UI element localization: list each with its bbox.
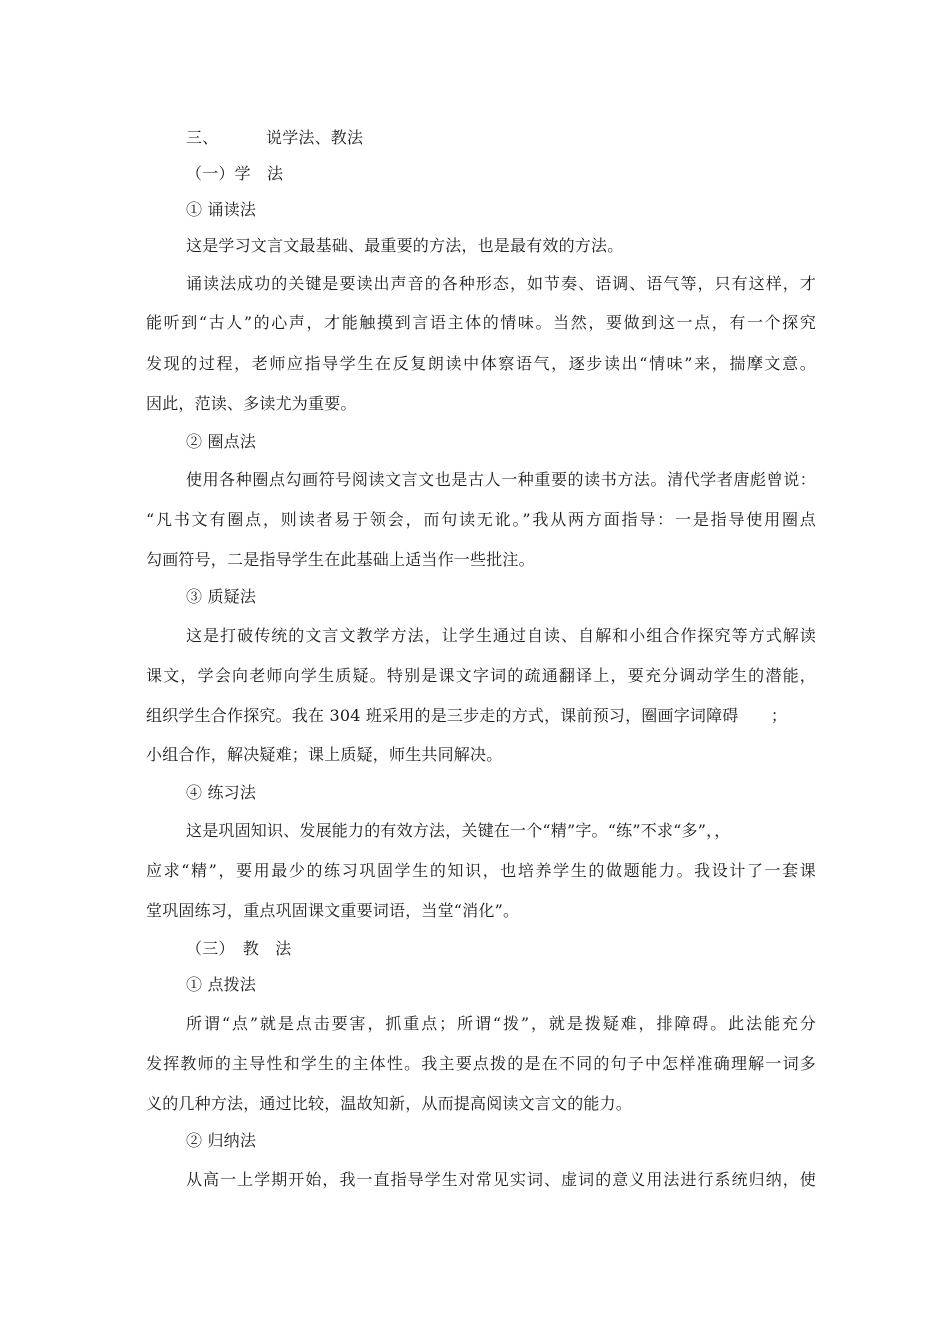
recite-paragraph-1: 这是学习文言文最基础、最重要的方法，也是最有效的方法。 [186, 236, 624, 255]
practice-method-title: ④ 练习法 [186, 783, 257, 802]
circle-paragraph-line-1: 使用各种圈点勾画符号阅读文言文也是古人一种重要的读书方法。清代学者唐彪曾说： [186, 470, 816, 489]
practice-paragraph-line-2: 应求“精”，要用最少的练习巩固学生的知识，也培养学生的做题能力。我设计了一套课 [146, 861, 816, 880]
section-title: 说学法、教法 [266, 128, 364, 147]
induce-paragraph-line-1: 从高一上学期开始，我一直指导学生对常见实词、虚词的意义用法进行系统归纳，使 [186, 1170, 816, 1189]
recite-paragraph-2-line-3: 发现的过程，老师应指导学生在反复朗读中体察语气，逐步读出“情味”来，揣摩文意。 [146, 354, 816, 373]
point-paragraph-line-2: 发挥教师的主导性和学生的主体性。我主要点拨的是在不同的句子中怎样准确理解一词多 [146, 1054, 816, 1073]
recite-method-title: ① 诵读法 [186, 200, 257, 219]
point-paragraph-line-1: 所谓“点”就是点击要害，抓重点；所谓“拨”，就是拨疑难，排障碍。此法能充分 [186, 1014, 816, 1033]
question-paragraph-line-4: 小组合作，解决疑难；课上质疑，师生共同解决。 [146, 745, 503, 764]
section-number: 三、 [186, 128, 219, 147]
practice-paragraph-line-1: 这是巩固知识、发展能力的有效方法，关键在一个“精”字。“练”不求“多”，， [186, 821, 731, 840]
question-paragraph-line-3: 组织学生合作探究。我在 304 班采用的是三步走的方式，课前预习，圈画字词障碍 ； [146, 706, 788, 725]
subheading-teaching-methods: （三） 教 法 [186, 939, 292, 958]
subheading-study-methods: （一）学 法 [186, 164, 284, 183]
question-paragraph-line-2: 课文，学会向老师向学生质疑。特别是课文字词的疏通翻译上，要充分调动学生的潜能， [146, 666, 816, 685]
induce-method-title: ② 归纳法 [186, 1131, 257, 1150]
circle-method-title: ② 圈点法 [186, 432, 257, 451]
question-method-title: ③ 质疑法 [186, 587, 257, 606]
question-paragraph-line-1: 这是打破传统的文言文教学方法，让学生通过自读、自解和小组合作探究等方式解读 [186, 626, 816, 645]
circle-paragraph-line-2: “凡书文有圈点，则读者易于领会，而句读无讹。”我从两方面指导：一是指导使用圈点 [146, 510, 816, 529]
section-heading [186, 128, 816, 148]
circle-paragraph-line-3: 勾画符号，二是指导学生在此基础上适当作一些批注。 [146, 550, 535, 569]
practice-paragraph-line-3: 堂巩固练习，重点巩固课文重要词语，当堂“消化”。 [146, 901, 520, 920]
recite-paragraph-2-line-1: 诵读法成功的关键是要读出声音的各种形态，如节奏、语调、语气等，只有这样，才 [186, 274, 816, 293]
point-method-title: ① 点拨法 [186, 975, 257, 994]
recite-paragraph-2-line-4: 因此，范读、多读尤为重要。 [146, 394, 357, 413]
point-paragraph-line-3: 义的几种方法，通过比较，温故知新，从而提高阅读文言文的能力。 [146, 1094, 633, 1113]
recite-paragraph-2-line-2: 能听到“古人”的心声，才能触摸到言语主体的情味。当然，要做到这一点，有一个探究 [146, 313, 816, 332]
